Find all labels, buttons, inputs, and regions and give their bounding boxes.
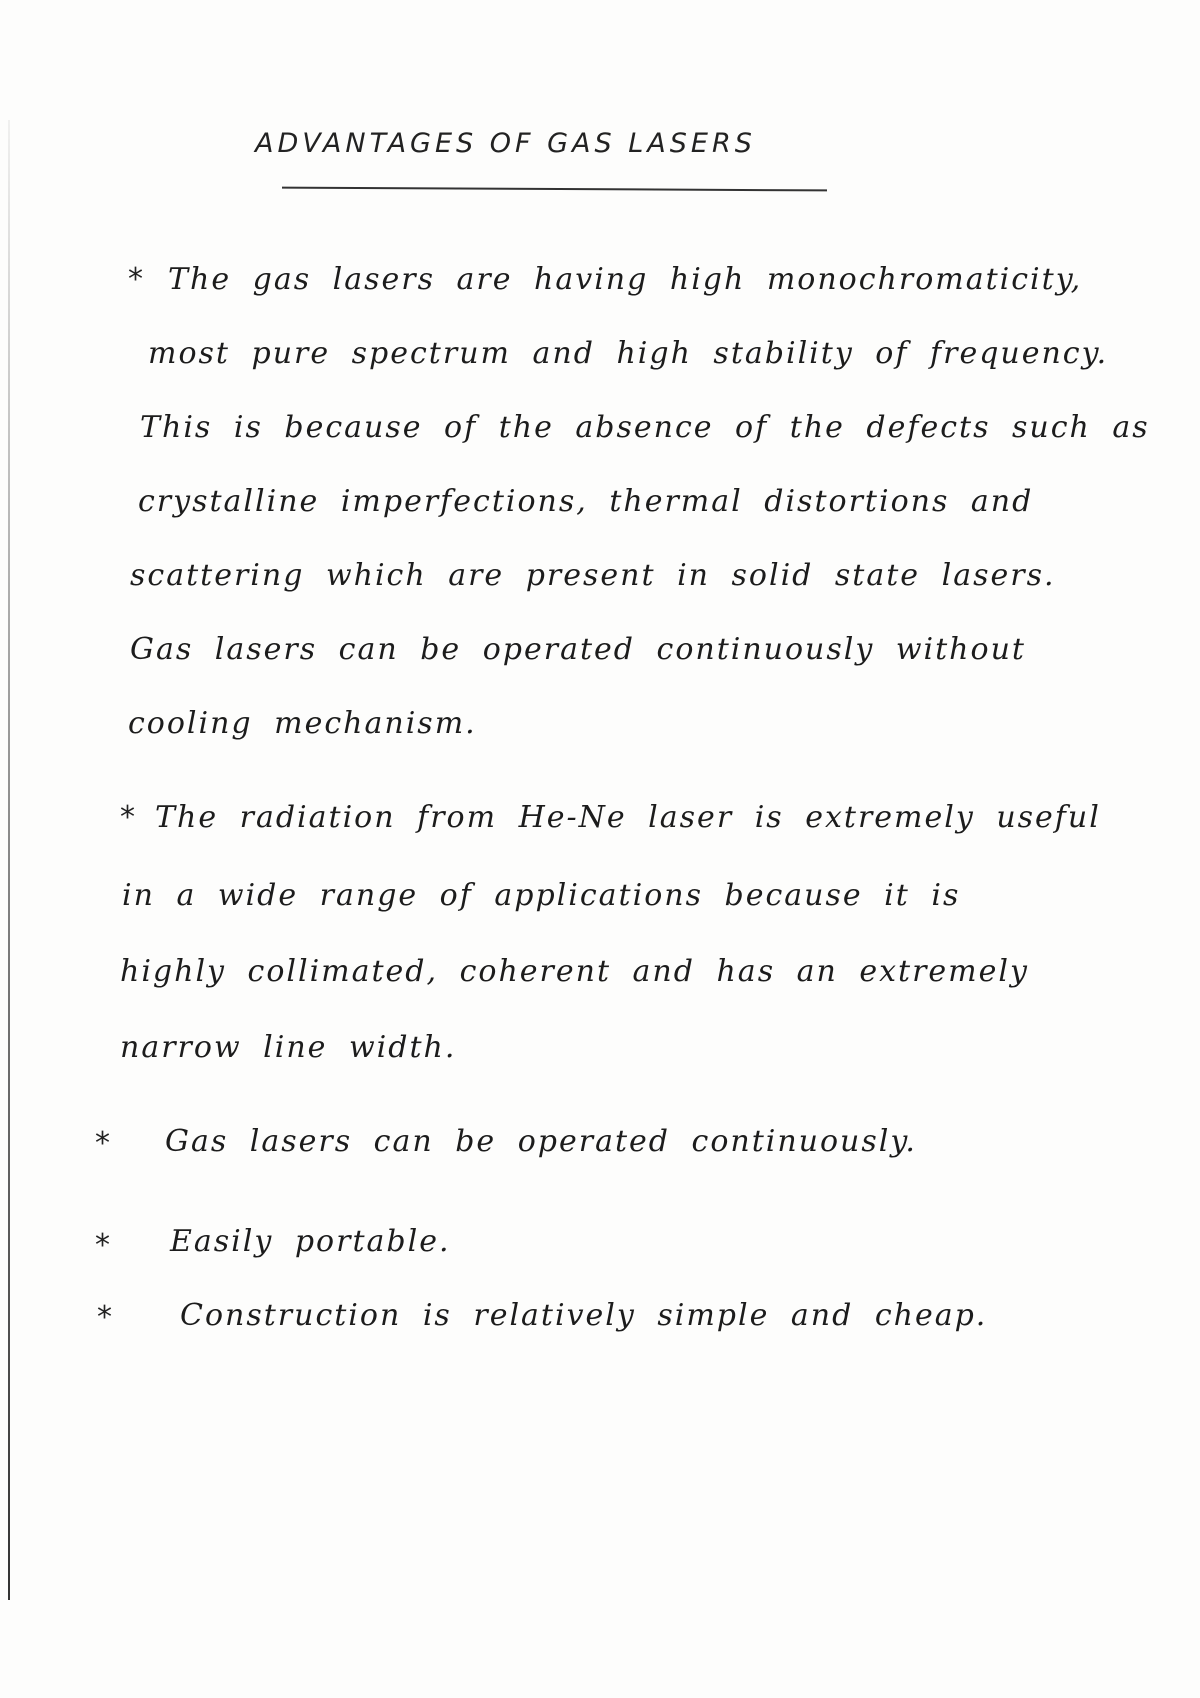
bullet-marker: *	[128, 262, 143, 297]
bullet-1-line-3: This is because of the absence of the defects such as	[140, 410, 1150, 445]
title-underline	[282, 187, 827, 192]
bullet-2-line-1: The radiation from He-Ne laser is extremely useful	[155, 800, 1101, 835]
page-title: ADVANTAGES OF GAS LASERS	[255, 128, 756, 159]
bullet-2-line-2: in a wide range of applications because it is	[122, 878, 961, 913]
bullet-marker: *	[120, 800, 135, 835]
page-edge-shadow	[8, 120, 10, 1600]
bullet-1-line-2: most pure spectrum and high stability of frequency.	[148, 336, 1109, 371]
bullet-1-line-1: The gas lasers are having high monochromaticity,	[168, 262, 1083, 297]
bullet-2-line-4: narrow line width.	[120, 1030, 457, 1065]
bullet-1-line-7: cooling mechanism.	[128, 706, 477, 741]
bullet-1-line-5: scattering which are present in solid state lasers.	[130, 558, 1056, 593]
bullet-marker: *	[95, 1228, 110, 1263]
bullet-1-line-4: crystalline imperfections, thermal distortions and	[138, 484, 1034, 519]
bullet-4-line-1: Easily portable.	[170, 1224, 451, 1259]
bullet-marker: *	[97, 1300, 112, 1335]
bullet-2-line-3: highly collimated, coherent and has an extremely	[120, 954, 1029, 989]
bullet-5-line-1: Construction is relatively simple and cheap.	[180, 1298, 988, 1333]
bullet-1-line-6: Gas lasers can be operated continuously without	[130, 632, 1026, 667]
bullet-marker: *	[95, 1126, 110, 1161]
bullet-3-line-1: Gas lasers can be operated continuously.	[165, 1124, 917, 1159]
